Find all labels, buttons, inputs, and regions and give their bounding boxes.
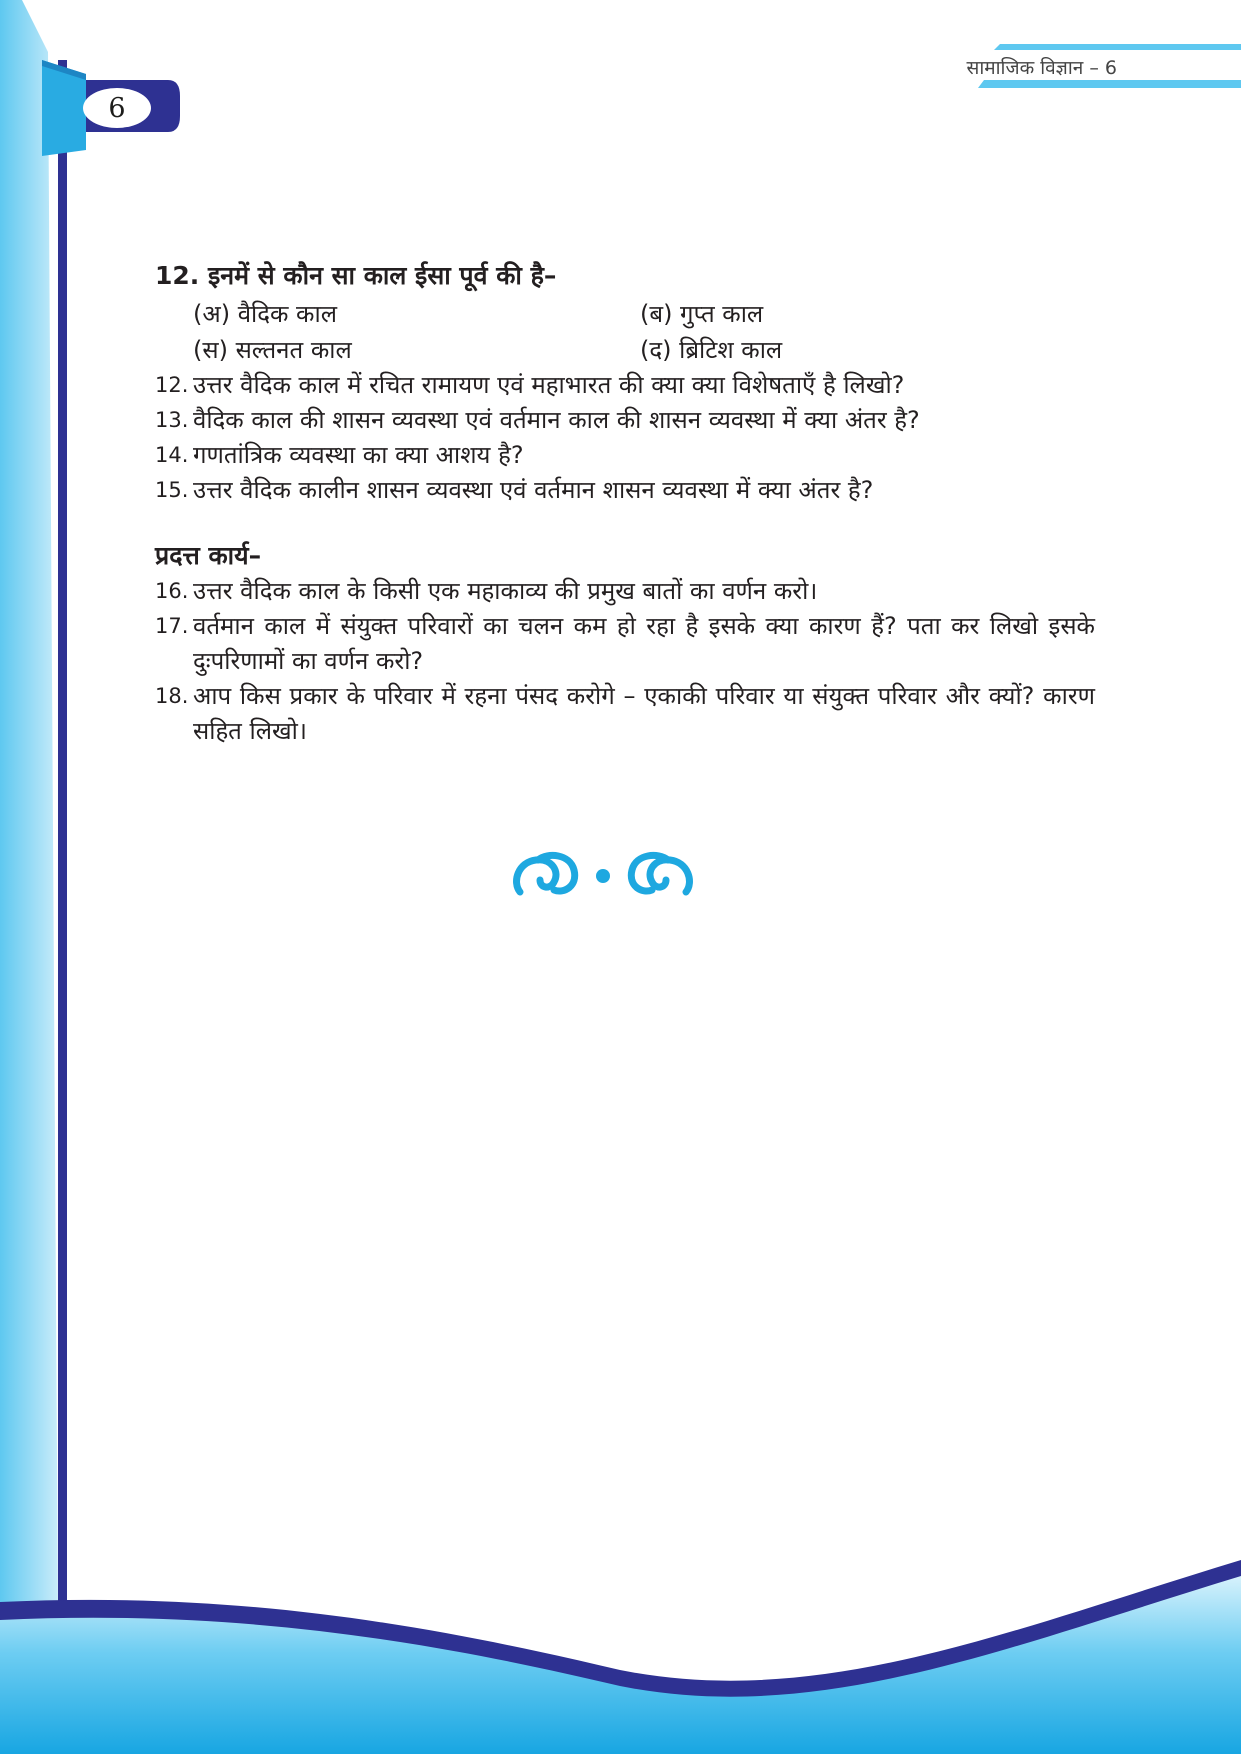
question-item — [155, 438, 1095, 473]
question-item — [155, 403, 1095, 438]
assignment-item — [155, 574, 1095, 609]
question-item — [155, 473, 1095, 508]
running-header: सामाजिक विज्ञान – 6 — [966, 57, 1117, 79]
question-list — [155, 368, 1095, 508]
page-number: 6 — [108, 92, 126, 124]
assignment-heading: प्रदत्त कार्य– — [155, 541, 262, 570]
mcq-options — [193, 296, 1095, 368]
mcq-option: (अ) वैदिक काल — [193, 300, 337, 328]
question-text: आप किस प्रकार के परिवार में रहना पंसद करोगे – एकाकी परिवार या संयुक्त परिवार और क्यों? कारण सहित लिखो। — [193, 682, 1095, 745]
question-text: उत्तर वैदिक काल के किसी एक महाकाव्य की प्रमुख बातों का वर्णन करो। — [193, 577, 818, 605]
question-number: 17. — [155, 614, 189, 638]
question-text: वर्तमान काल में संयुक्त परिवारों का चलन कम हो रहा है इसके क्या कारण हैं? पता कर लिखो इसके दुःपरिणामों का वर्णन करो? — [193, 612, 1095, 675]
question-number: 16. — [155, 579, 189, 603]
question-number: 12. — [155, 373, 189, 397]
assignment-list — [155, 574, 1095, 749]
question-text: वैदिक काल की शासन व्यवस्था एवं वर्तमान काल की शासन व्यवस्था में क्या अंतर है? — [193, 406, 920, 434]
mcq-option: (द) ब्रिटिश काल — [640, 336, 783, 364]
main-content — [155, 258, 1095, 749]
mcq-option: (स) सल्तनत काल — [193, 336, 352, 364]
question-number: 18. — [155, 684, 189, 708]
question-text: गणतांत्रिक व्यवस्था का क्या आशय है? — [193, 441, 524, 469]
question-number: 13. — [155, 408, 189, 432]
question-item — [155, 368, 1095, 403]
decorative-flourish-icon — [508, 848, 698, 900]
question-number: 14. — [155, 443, 189, 467]
question-number: 15. — [155, 478, 189, 502]
question-text: उत्तर वैदिक कालीन शासन व्यवस्था एवं वर्तमान शासन व्यवस्था में क्या अंतर है? — [193, 476, 874, 504]
question-text: उत्तर वैदिक काल में रचित रामायण एवं महाभारत की क्या क्या विशेषताएँ है लिखो? — [193, 371, 905, 399]
mcq-option: (ब) गुप्त काल — [640, 300, 764, 328]
assignment-item — [155, 679, 1095, 749]
mcq-question: 12. इनमें से कौन सा काल ईसा पूर्व की है– — [155, 261, 557, 290]
assignment-item — [155, 609, 1095, 679]
